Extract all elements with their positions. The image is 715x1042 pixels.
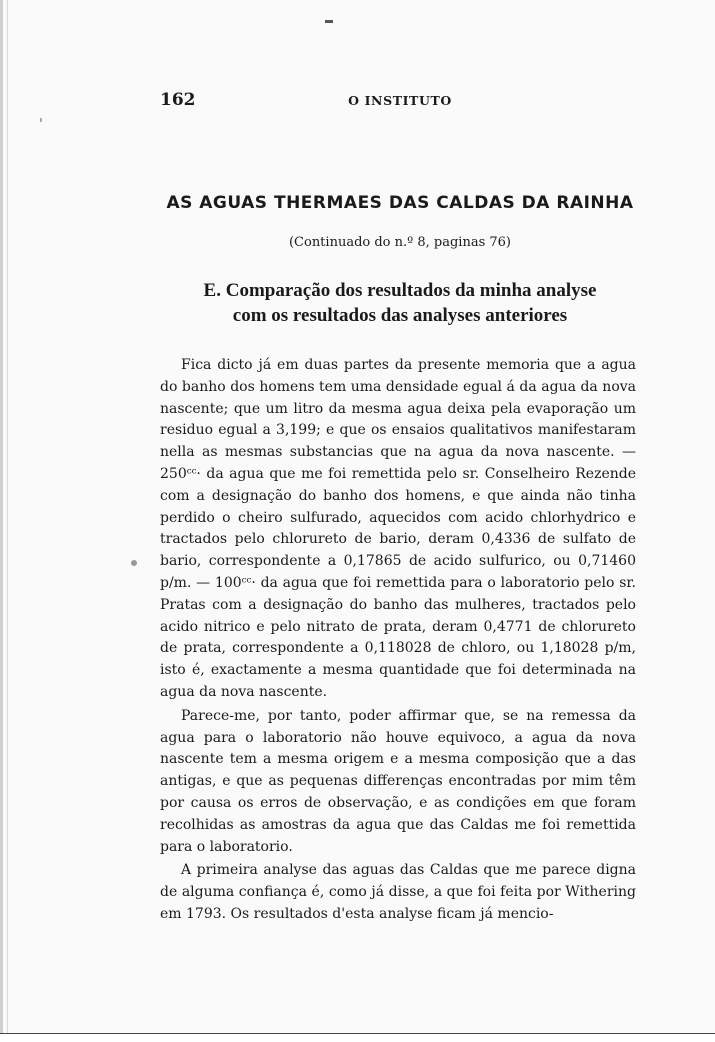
page-number: 162 [160,90,196,110]
page-gutter-shadow [0,0,3,1042]
paragraph-2: Parece-me, por tanto, poder affirmar que, se na remessa da agua para o laboratorio não houve equivoco, a agua da nova nascente tem a mesma origem e a mesma composição que a das antigas, e que as pequenas differenças encontradas por mim têm por causa os erros de observação, e as condições em que foram recolhidas as amostras da agua que das Caldas me foi remettida para o laboratorio. [160,707,636,855]
article-body [160,355,636,926]
article-subtitle: (Continuado do n.º 8, paginas 76) [288,235,512,250]
section-heading-line-1: E. Comparação dos resultados da minha analyse [203,280,597,301]
page-header [160,90,640,112]
ink-blot [40,118,42,122]
section-heading-line-2: com os resultados das analyses anteriores [232,305,568,326]
page-bottom-edge [0,1033,715,1042]
running-title: O INSTITUTO [348,93,452,108]
paragraph-1: Fica dicto já em duas partes da presente memoria que a agua do banho dos homens tem uma densidade egual á da agua da nova nascente; que um litro da mesma agua deixa pela evaporação um residuo egual a 3,199; e que os ensaios qualitativos manifestaram nella as mesmas substancias que na agua da nova nascente. — 250ᶜᶜ· da agua que me foi remettida pelo sr. Conselheiro Rezende com a designação do banho dos homens, e que ainda não tinha perdido o cheiro sulfurado, aquecidos com acido chlorhydrico e tractados pelo chloruretо de bario, deram 0,4336 de sulfato de bario, correspondente a 0,17865 de acido sulfurico, ou 0,71460 p/m. — 100ᶜᶜ· da agua que foi remettida para o laboratorio pelo sr. Pratas com a designação do banho das mulheres, tractados pelo acido nitrico e pelo nitrato de prata, deram 0,4771 de chloruretо de prata, correspondente a 0,118028 de chloro, ou 1,18028 p/m, isto é, exactamente a mesma quantidade que foi determinada na agua da nova nascente. [160,357,636,700]
print-mark [325,20,333,23]
section-heading [160,278,640,328]
article-title: AS AGUAS THERMAES DAS CALDAS DA RAINHA [166,193,634,213]
paragraph-3: A primeira analyse das aguas das Caldas que me parece digna de alguma confiança é, como já disse, a que foi feita por Withering em 1793. Os resultados d'esta analyse ficam já mencio- [160,862,636,922]
page-gutter-line [7,0,8,1042]
ink-dot [131,560,137,566]
